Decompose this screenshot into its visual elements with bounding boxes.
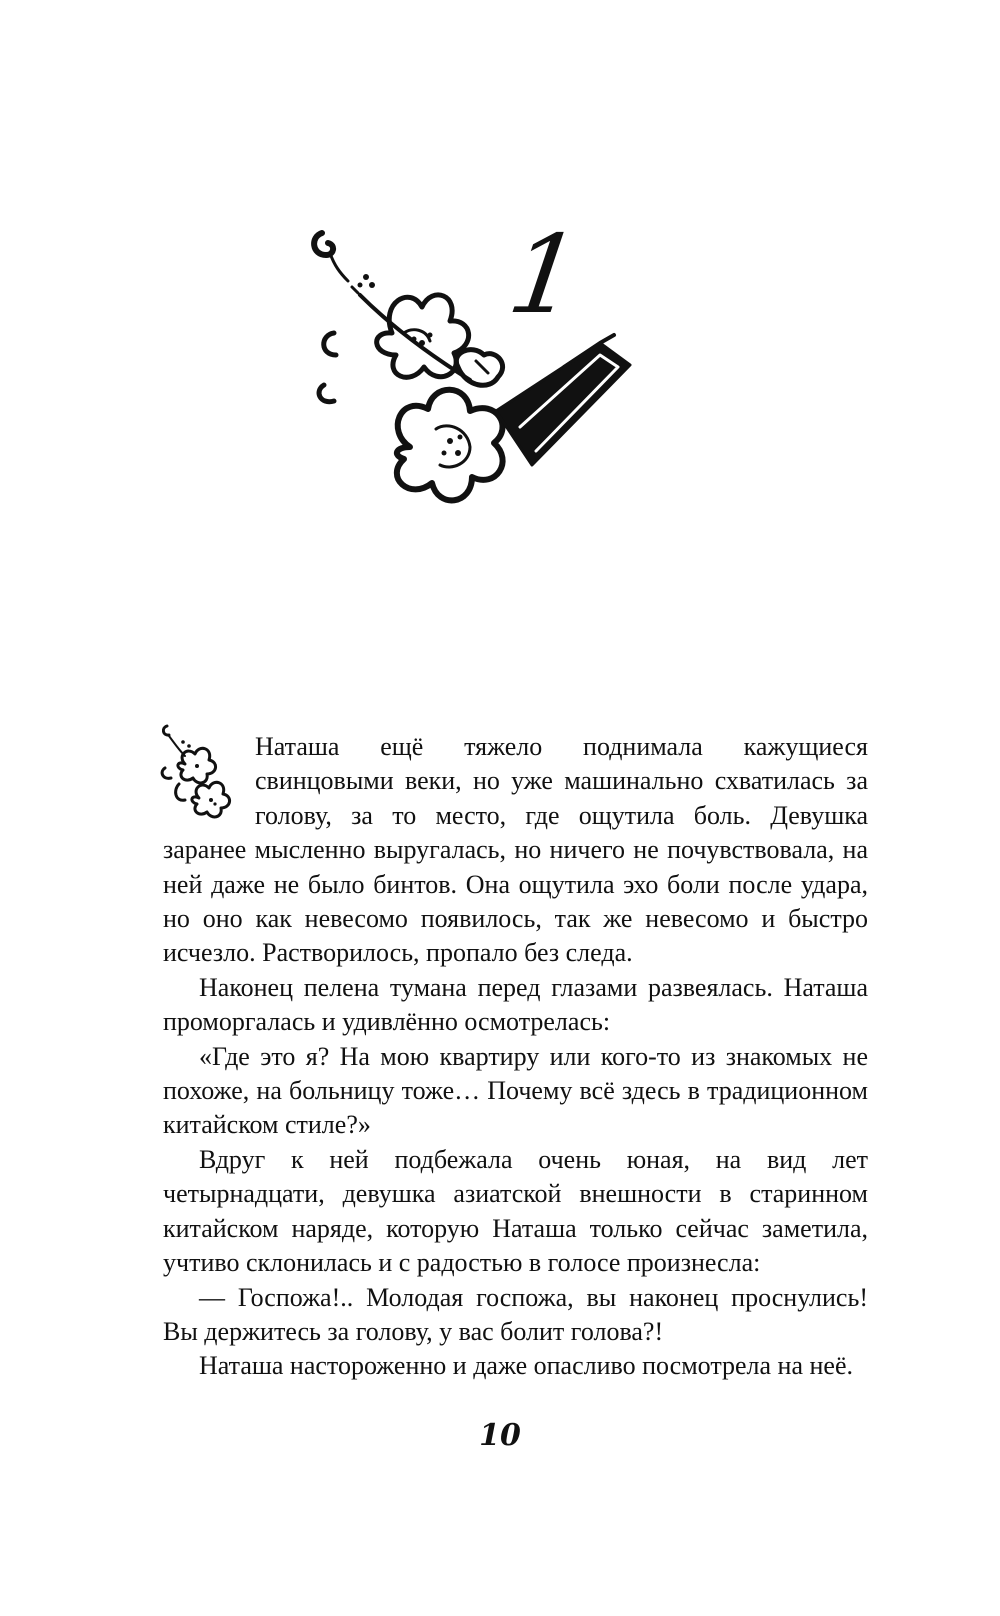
cherry-blossom-icon — [300, 215, 660, 555]
paragraph-2: Наконец пелена тумана перед глазами развеялась. Наташа проморгалась и удивлённо осмотрелась: — [163, 972, 868, 1037]
chapter-text — [163, 730, 868, 1384]
paragraph-1-text: Наташа ещё тяжело поднимала кажущиеся свинцовыми веки, но уже машинально схватилась за голову, за то место, где ощутила боль. Девушка заранее мысленно выругалась, но ничего не почувствовала, на ней даже не было бинтов. Она ощутила эхо боли после удара, но оно как невесомо появилось, так же невесомо и быстро исчезло. Растворилось, пропало без следа. — [163, 732, 868, 968]
paragraph-5: — Госпожа!.. Молодая госпожа, вы наконец проснулись! Вы держитесь за голову, у вас болит голова?! — [163, 1282, 868, 1346]
paragraph-1 — [163, 730, 868, 971]
paragraph-6: Наташа настороженно и даже опасливо посмотрела на неё. — [199, 1351, 853, 1381]
page-number: 10 — [479, 1418, 521, 1453]
chapter-number: 1 — [501, 213, 588, 338]
paragraph-3: «Где это я? На мою квартиру или кого-то из знакомых не похоже, на больницу тоже… Почему всё здесь в традиционном китайском стиле?» — [163, 1041, 868, 1140]
cherry-blossom-icon — [159, 720, 241, 824]
paragraph-4: Вдруг к ней подбежала очень юная, на вид лет четырнадцати, девушка азиатской внешности в старинном китайском наряде, которую Наташа только сейчас заметила, учтиво склонилась и с радостью в голосе произнесла: — [163, 1144, 868, 1278]
